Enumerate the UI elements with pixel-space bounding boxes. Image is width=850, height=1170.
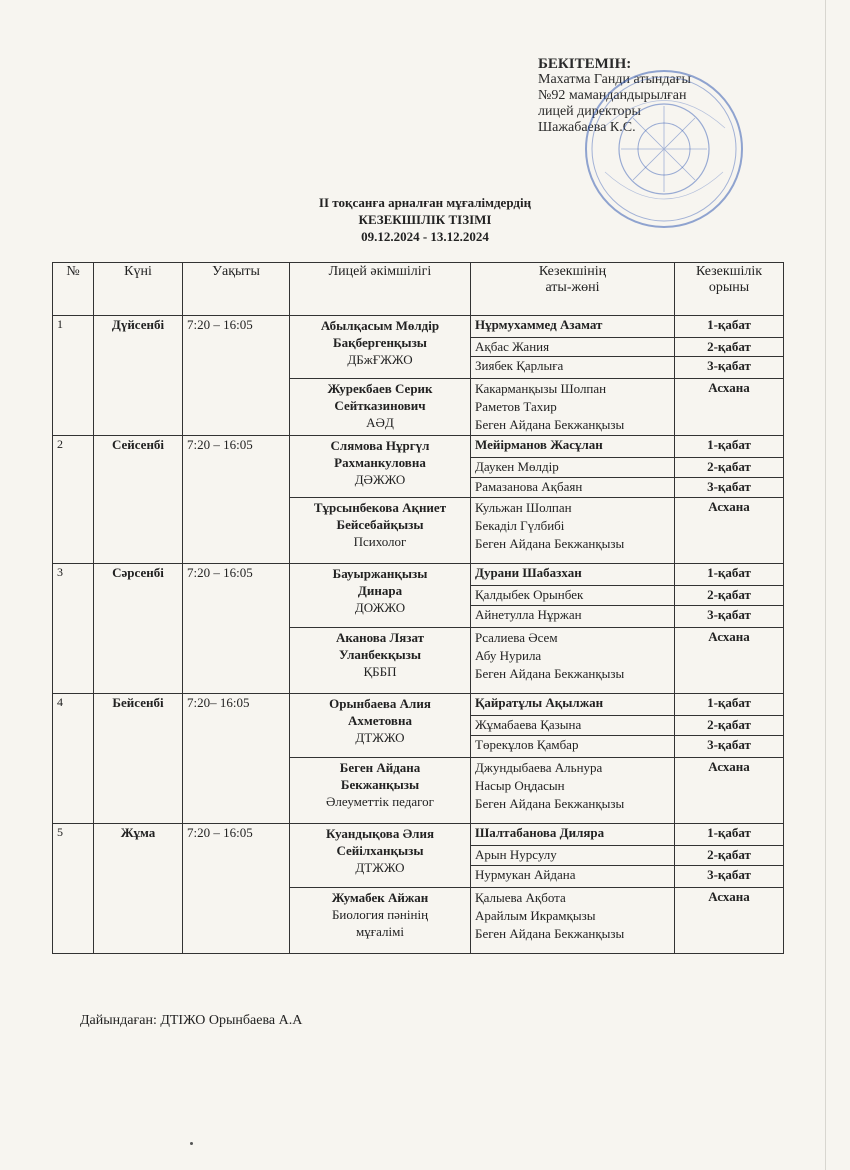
canteen-name: Бекаділ Гүлбибі	[475, 518, 565, 533]
canteen-name: Беген Айдана Бекжанқызы	[475, 796, 625, 811]
header-administration: Лицей әкімшілігі	[290, 263, 471, 316]
canteen-place: Асхана	[675, 758, 784, 824]
row-admin-primary	[290, 436, 471, 498]
row-number: 2	[53, 436, 94, 564]
row-day: Дүйсенбі	[94, 316, 183, 436]
duty-name-floor-1: Дурани Шабазхан	[471, 564, 675, 586]
admin-name-line1: Слямова Нұргүл	[330, 438, 430, 453]
row-number: 3	[53, 564, 94, 694]
header-duty-name-line1: Кезекшінің	[538, 264, 607, 279]
admin-role: ДОЖЖО	[354, 600, 406, 615]
header-time: Уақыты	[183, 263, 290, 316]
title-line-2: КЕЗЕКШІЛІК ТІЗІМІ	[358, 212, 492, 227]
table-row	[53, 564, 784, 586]
admin-name-line2: Ахметовна	[348, 713, 412, 728]
canteen-duty-names	[471, 888, 675, 954]
prepared-by: Дайындаған: ДТІЖО Орынбаева А.А	[80, 1013, 303, 1028]
row-day: Сәрсенбі	[94, 564, 183, 694]
duty-place-floor-3: 3-қабат	[675, 606, 784, 628]
canteen-place: Асхана	[675, 888, 784, 954]
duty-place-floor-2: 2-қабат	[675, 716, 784, 736]
admin-role: Әлеуметтік педагог	[326, 794, 434, 809]
duty-place-floor-2: 2-қабат	[675, 458, 784, 478]
canteen-place: Асхана	[675, 628, 784, 694]
row-admin-secondary	[290, 758, 471, 824]
admin-name-line2: Сейілханқызы	[336, 843, 424, 858]
row-time: 7:20 – 16:05	[183, 564, 290, 694]
paper-speck	[190, 1142, 193, 1145]
canteen-name: Рсалиева Әсем	[475, 630, 558, 645]
header-day: Күні	[94, 263, 183, 316]
row-time: 7:20 – 16:05	[183, 436, 290, 564]
row-admin-primary	[290, 316, 471, 379]
admin-name-line1: Беген Айдана	[339, 760, 421, 775]
header-number: №	[53, 263, 94, 316]
canteen-name: Абу Нурила	[475, 648, 542, 663]
duty-name-floor-2: Арын Нурсулу	[471, 846, 675, 866]
table-body	[53, 316, 784, 954]
row-number: 5	[53, 824, 94, 954]
canteen-name: Беген Айдана Бекжанқызы	[475, 417, 625, 432]
duty-name-floor-3: Төрекұлов Қамбар	[471, 736, 675, 758]
canteen-name: Какарманқызы Шолпан	[475, 381, 607, 396]
duty-name-floor-3: Нурмукан Айдана	[471, 866, 675, 888]
admin-name-line2: Бақбергенқызы	[333, 335, 427, 350]
duty-name-floor-1: Шалтабанова Диляра	[471, 824, 675, 846]
canteen-name: Насыр Оңдасын	[475, 778, 565, 793]
row-day: Бейсенбі	[94, 694, 183, 824]
duty-name-floor-1: Қайратұлы Ақылжан	[471, 694, 675, 716]
canteen-duty-names	[471, 498, 675, 564]
admin-name-line1: Орынбаева Алия	[329, 696, 431, 711]
row-day: Жұма	[94, 824, 183, 954]
header-duty-place-line1: Кезекшілік	[695, 264, 763, 279]
duty-name-floor-2: Қалдыбек Орынбек	[471, 586, 675, 606]
title-line-1: II тоқсанға арналған мұғалімдердің	[318, 195, 532, 210]
approval-line: №92 мамандандырылған	[538, 88, 687, 103]
header-duty-name	[471, 263, 675, 316]
admin-name-line1: Абылқасым Мөлдір	[320, 318, 440, 333]
duty-name-floor-2: Ақбас Жания	[471, 338, 675, 357]
admin-role: ДТЖЖО	[355, 860, 405, 875]
row-admin-secondary	[290, 498, 471, 564]
duty-name-floor-1: Мейірманов Жасұлан	[471, 436, 675, 458]
admin-role: мұғалімі	[356, 924, 404, 939]
canteen-duty-names	[471, 758, 675, 824]
header-duty-name-line2: аты-жөні	[545, 280, 600, 295]
admin-name-line2: Уланбекқызы	[339, 647, 421, 662]
title-dates: 09.12.2024 - 13.12.2024	[361, 229, 489, 244]
admin-name-line2: Рахманкуловна	[334, 455, 426, 470]
canteen-place: Асхана	[675, 498, 784, 564]
table-row	[53, 694, 784, 716]
admin-role: ДБжҒЖЖО	[347, 352, 413, 367]
admin-role: ҚББП	[363, 664, 397, 679]
duty-name-floor-3: Айнетулла Нұржан	[471, 606, 675, 628]
row-admin-secondary	[290, 628, 471, 694]
approval-heading: БЕКІТЕМІН:	[538, 56, 632, 72]
table-row	[53, 824, 784, 846]
admin-name-line1: Куандықова Әлия	[325, 826, 434, 841]
duty-name-floor-3: Рамазанова Ақбаян	[471, 478, 675, 498]
row-admin-primary	[290, 564, 471, 628]
approval-line: Шажабаева К.С.	[538, 120, 636, 135]
duty-name-floor-2: Даукен Мөлдір	[471, 458, 675, 478]
canteen-name: Кульжан Шолпан	[475, 500, 572, 515]
canteen-name: Беген Айдана Бекжанқызы	[475, 536, 625, 551]
duty-name-floor-2: Жұмабаева Қазына	[471, 716, 675, 736]
canteen-duty-names	[471, 628, 675, 694]
canteen-place: Асхана	[675, 379, 784, 436]
page-edge	[825, 0, 826, 1170]
admin-name-line1: Бауыржанқызы	[332, 566, 428, 581]
header-duty-place	[675, 263, 784, 316]
row-time: 7:20 – 16:05	[183, 316, 290, 436]
admin-name-line1: Аканова Лязат	[335, 630, 425, 645]
duty-name-floor-1: Нұрмухаммед Азамат	[471, 316, 675, 338]
canteen-name: Қалыева Ақбота	[475, 890, 566, 905]
table-row	[53, 436, 784, 458]
duty-place-floor-3: 3-қабат	[675, 736, 784, 758]
admin-name-line1: Тұрсынбекова Ақниет	[313, 500, 447, 515]
row-day: Сейсенбі	[94, 436, 183, 564]
duty-place-floor-2: 2-қабат	[675, 338, 784, 357]
document-title	[230, 194, 620, 245]
table-row	[53, 316, 784, 338]
admin-name-line2: Бекжанқызы	[340, 777, 420, 792]
canteen-name: Джундыбаева Альнура	[475, 760, 603, 775]
admin-role: ДӘЖЖО	[354, 472, 406, 487]
admin-name-line1: Жумабек Айжан	[331, 890, 429, 905]
duty-place-floor-1: 1-қабат	[675, 316, 784, 338]
duty-place-floor-1: 1-қабат	[675, 824, 784, 846]
canteen-name: Арайлым Икрамқызы	[475, 908, 596, 923]
row-time: 7:20– 16:05	[183, 694, 290, 824]
duty-place-floor-1: 1-қабат	[675, 694, 784, 716]
table-header-row	[53, 263, 784, 316]
duty-name-floor-3: Зиябек Қарлыға	[471, 357, 675, 379]
row-number: 4	[53, 694, 94, 824]
row-number: 1	[53, 316, 94, 436]
duty-place-floor-3: 3-қабат	[675, 866, 784, 888]
duty-schedule-table	[52, 262, 784, 954]
duty-place-floor-2: 2-қабат	[675, 846, 784, 866]
canteen-duty-names	[471, 379, 675, 436]
duty-place-floor-1: 1-қабат	[675, 564, 784, 586]
admin-name-line2: Сейтказинович	[334, 398, 426, 413]
admin-role: Психолог	[353, 534, 407, 549]
admin-name-line2: Динара	[357, 583, 403, 598]
canteen-name: Беген Айдана Бекжанқызы	[475, 666, 625, 681]
duty-place-floor-3: 3-қабат	[675, 478, 784, 498]
duty-place-floor-3: 3-қабат	[675, 357, 784, 379]
row-admin-secondary	[290, 888, 471, 954]
admin-role: ДТЖЖО	[355, 730, 405, 745]
duty-place-floor-1: 1-қабат	[675, 436, 784, 458]
duty-place-floor-2: 2-қабат	[675, 586, 784, 606]
row-admin-primary	[290, 824, 471, 888]
row-time: 7:20 – 16:05	[183, 824, 290, 954]
canteen-name: Беген Айдана Бекжанқызы	[475, 926, 625, 941]
canteen-name: Раметов Тахир	[475, 399, 557, 414]
admin-name-line2: Биология пәнінің	[331, 907, 429, 922]
admin-role: АӘД	[366, 415, 394, 430]
header-duty-place-line2: орыны	[708, 280, 750, 295]
row-admin-primary	[290, 694, 471, 758]
approval-line: лицей директоры	[538, 104, 641, 119]
approval-line: Махатма Ганди атындағы	[538, 72, 691, 87]
row-admin-secondary	[290, 379, 471, 436]
admin-name-line1: Журекбаев Серик	[327, 381, 433, 396]
admin-name-line2: Бейсебайқызы	[336, 517, 424, 532]
